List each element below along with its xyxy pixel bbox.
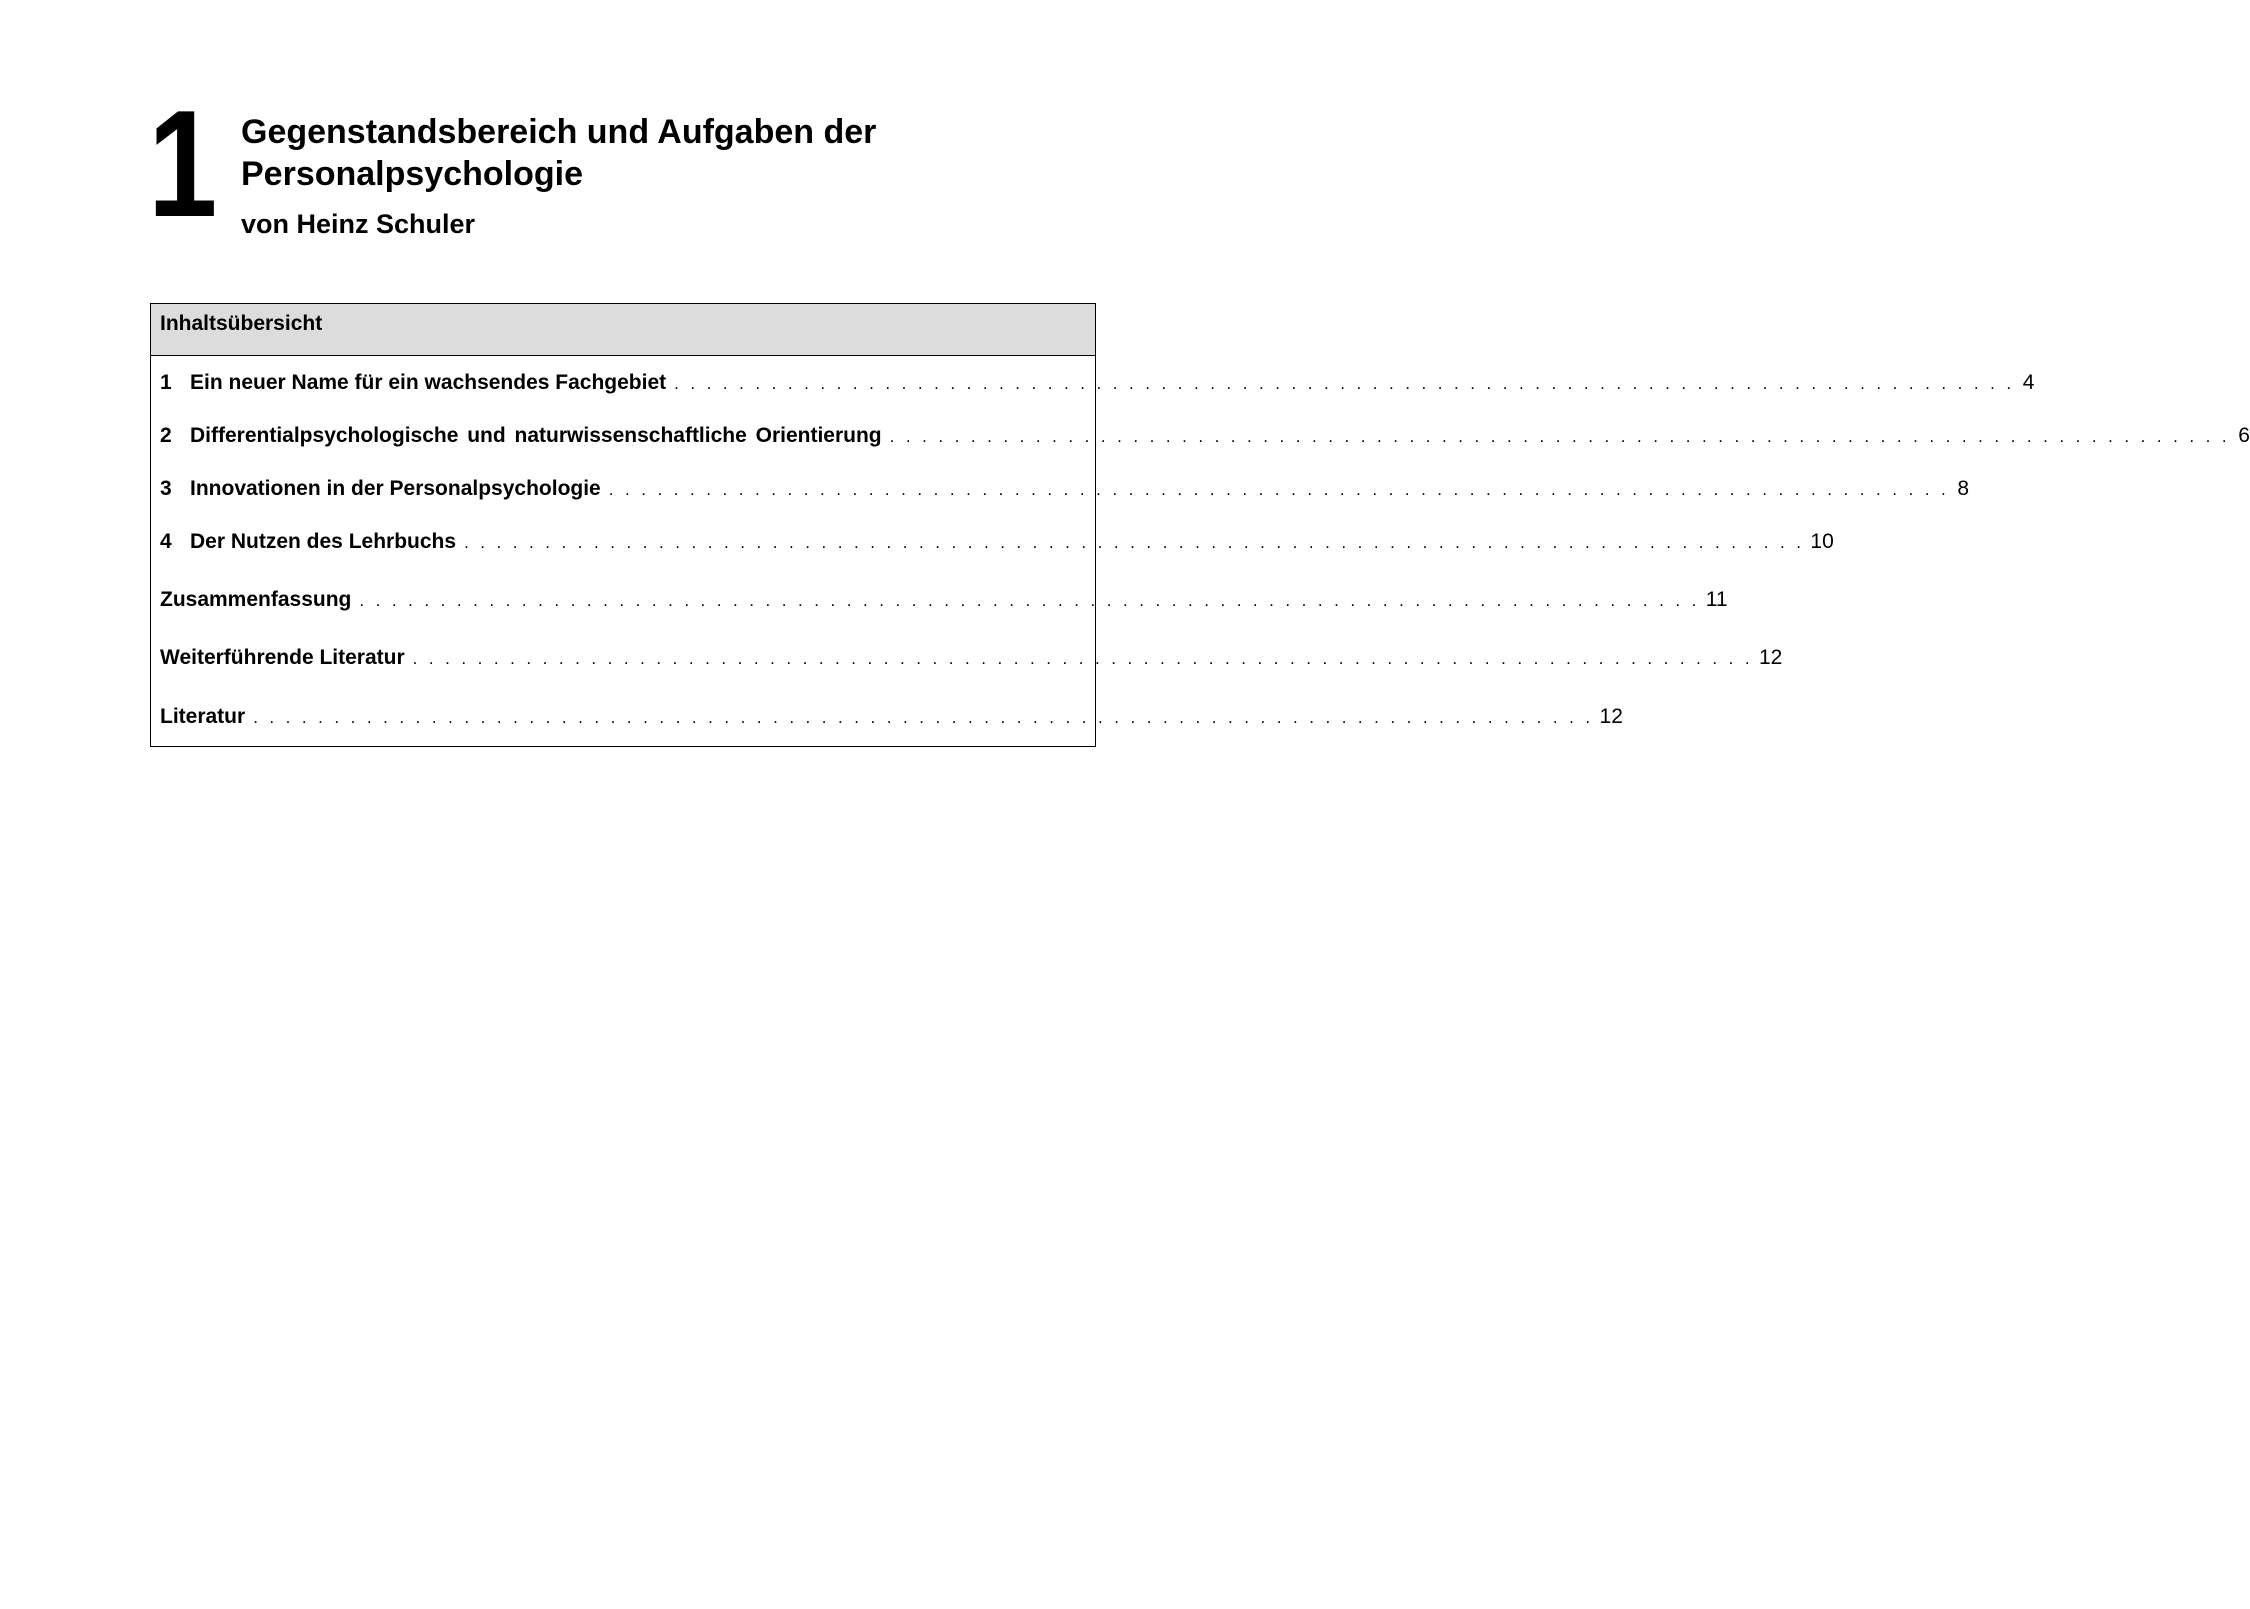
toc-entry[interactable] [160,424,2250,452]
toc-entry-page: 4 [2022,371,2035,394]
toc-entry[interactable] [160,477,1970,505]
toc-dot-leader: . . . . . . . . . . . . . . . . . . . . . . . . . . . . . . . . . . . . . . . . . . . . . . . . . . . . . . . . . . . . . . . . . . . . . . . . . . . . . . . . . . . [253,708,1594,727]
chapter-title: Gegenstandsbereich und Aufgaben der Personalpsychologie [241,113,877,193]
toc-entry[interactable] [160,530,1834,558]
table-of-contents [150,303,2250,747]
toc-entry[interactable] [160,588,1728,616]
chapter-number: 1 [148,79,215,249]
toc-entry-page: 11 [1705,588,1728,611]
toc-entry-number: 4 [160,530,172,553]
toc-entry-page: 8 [1957,477,1970,500]
toc-entry-label: Literatur [160,705,246,728]
toc-entry-number: 2 [160,424,172,447]
toc-entry[interactable] [160,705,1623,733]
toc-entry[interactable] [160,646,1783,674]
toc-dot-leader: . . . . . . . . . . . . . . . . . . . . . . . . . . . . . . . . . . . . . . . . . . . . . . . . . . . . . . . . . . . . . . . . . . . . . . . . . . . . . . . . . . . [674,374,2015,393]
toc-entry-page: 12 [1758,646,1783,669]
toc-entry-number: 3 [160,477,172,500]
toc-entry[interactable] [160,371,2035,399]
toc-dot-leader: . . . . . . . . . . . . . . . . . . . . . . . . . . . . . . . . . . . . . . . . . . . . . . . . . . . . . . . . . . . . . . . . . . . . . . . . . . . . . . . . . . . [412,649,1753,668]
toc-dot-leader: . . . . . . . . . . . . . . . . . . . . . . . . . . . . . . . . . . . . . . . . . . . . . . . . . . . . . . . . . . . . . . . . . . . . . . . . . . . . . . . . . . . [889,427,2230,446]
toc-entry-label: Ein neuer Name für ein wachsendes Fachgebiet [190,371,667,394]
toc-entry-page: 10 [1810,530,1834,553]
toc-entry-label: Der Nutzen des Lehrbuchs [190,530,457,553]
toc-entry-label: Innovationen in der Personalpsychologie [190,477,601,500]
toc-dot-leader: . . . . . . . . . . . . . . . . . . . . . . . . . . . . . . . . . . . . . . . . . . . . . . . . . . . . . . . . . . . . . . . . . . . . . . . . . . . . . . . . . . . [608,480,1950,499]
toc-entry-page: 12 [1599,705,1623,728]
toc-entry-label: Differentialpsychologische und naturwissenschaftliche Orientierung [190,424,882,447]
chapter-author: von Heinz Schuler [241,209,476,239]
toc-entry-label: Weiterführende Literatur [160,646,405,669]
toc-entry-number: 1 [160,371,172,394]
toc-entry-label: Zusammenfassung [160,588,352,611]
toc-heading: Inhaltsübersicht [151,304,1095,356]
toc-dot-leader: . . . . . . . . . . . . . . . . . . . . . . . . . . . . . . . . . . . . . . . . . . . . . . . . . . . . . . . . . . . . . . . . . . . . . . . . . . . . . . . . . . . [359,591,1700,610]
toc-dot-leader: . . . . . . . . . . . . . . . . . . . . . . . . . . . . . . . . . . . . . . . . . . . . . . . . . . . . . . . . . . . . . . . . . . . . . . . . . . . . . . . . . . . [464,533,1805,552]
toc-entry-page: 6 [2238,424,2250,447]
